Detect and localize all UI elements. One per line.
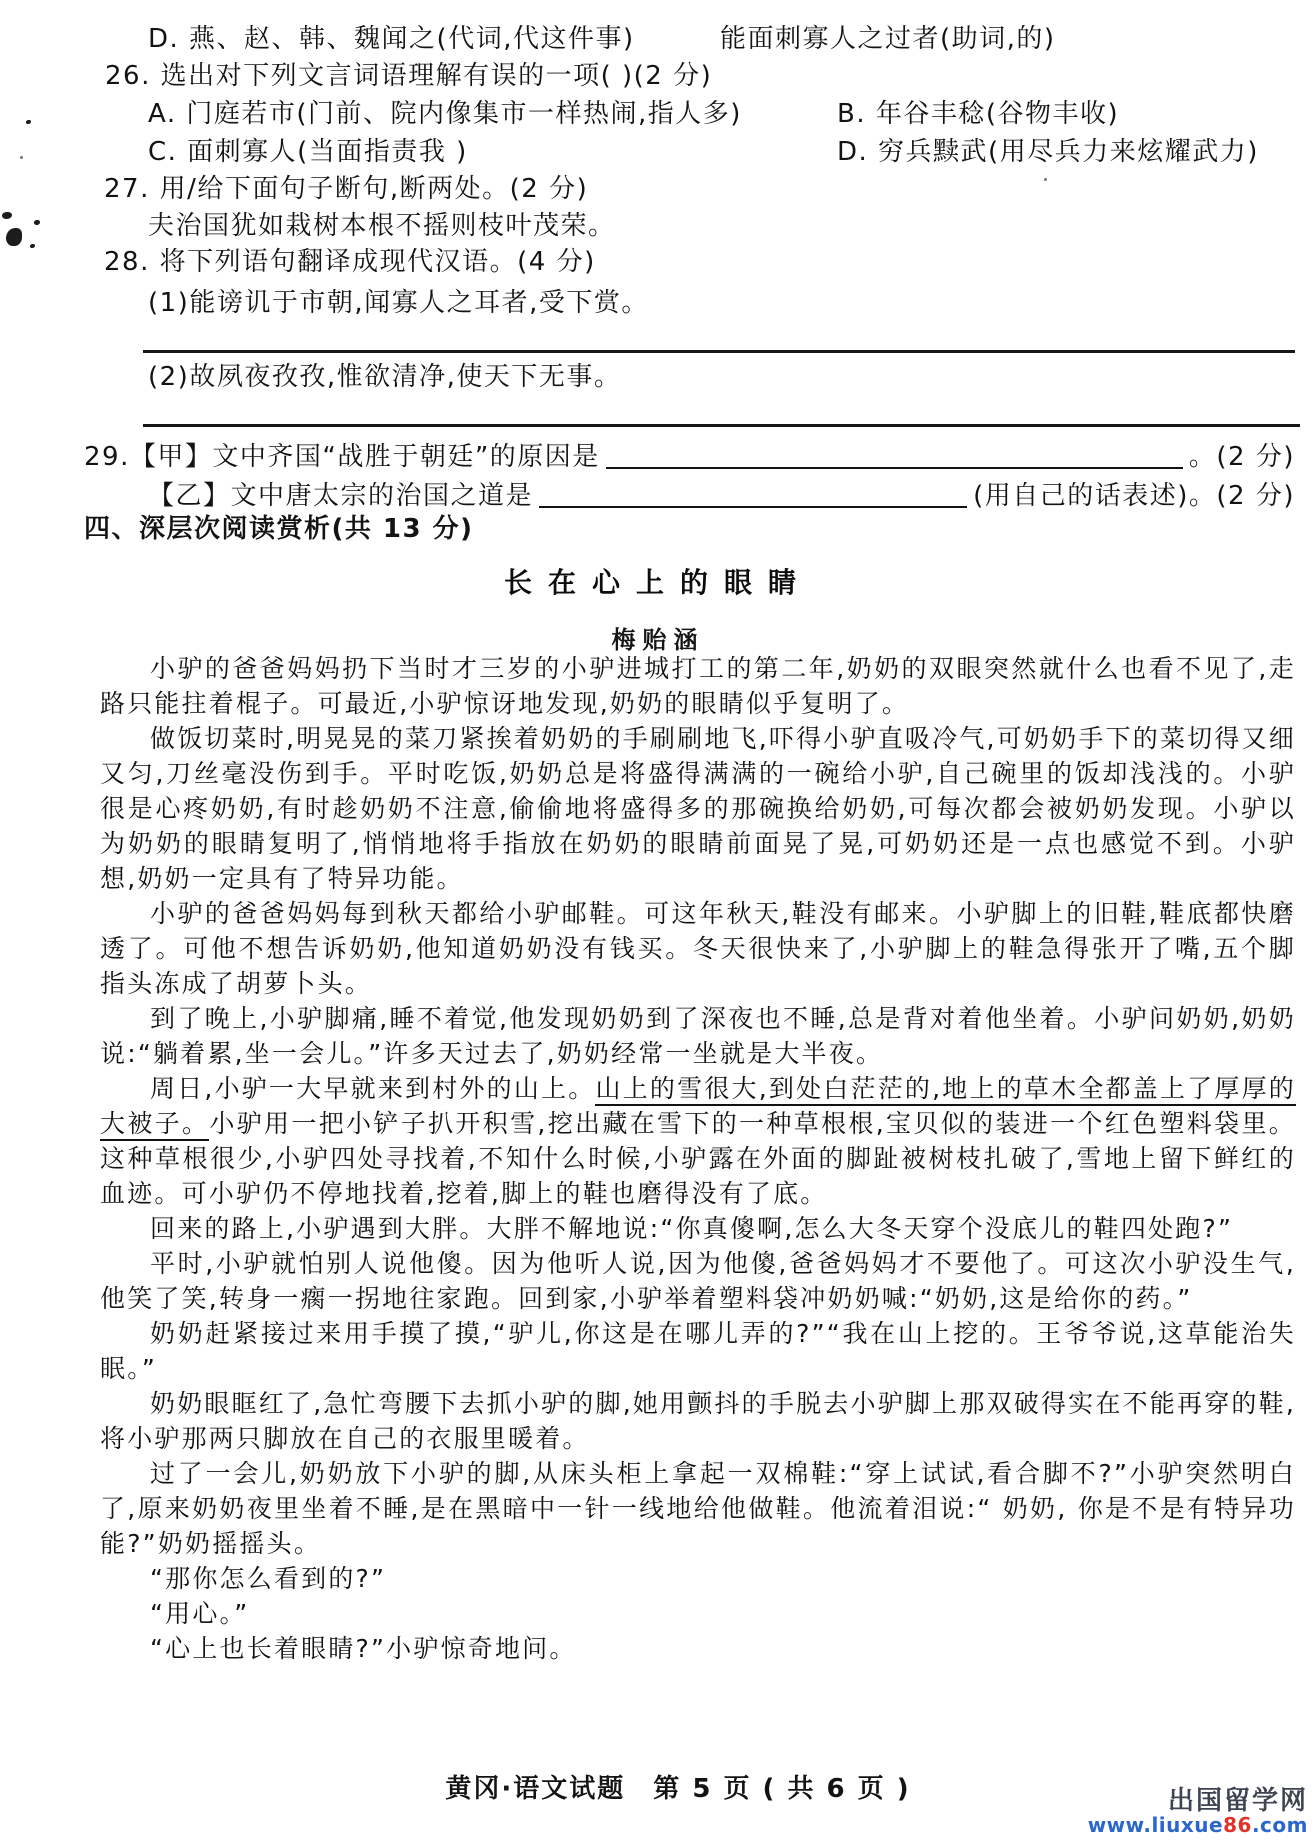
- q29-jia-line: [84, 442, 1295, 472]
- passage-author: 梅贻涵: [611, 626, 705, 654]
- answer-rule-2: [143, 424, 1300, 427]
- q29-yi-suffix: (用自己的话表述)。(2 分): [973, 481, 1295, 511]
- q25-option-d-left: D. 燕、赵、韩、魏闻之(代词,代这件事): [148, 24, 635, 54]
- url-suffix: .com: [1251, 1813, 1308, 1838]
- q26-option-d: D. 穷兵黩武(用尽兵力来炫耀武力): [837, 137, 1259, 167]
- paragraph-text: 小驴用一把小铲子扒开积雪,挖出藏在雪下的一种草根根,宝贝似的装进一个红色塑料袋里。这种草根很少,小驴四处寻找着,不知什么时候,小驴露在外面的脚趾被树枝扎破了,雪地上留下鲜红的血迹。可小驴仍不停地找着,挖着,脚上的鞋也磨得没有了底。: [100, 1109, 1296, 1208]
- passage-paragraph: [100, 1211, 1296, 1246]
- ink-speck: [20, 156, 23, 159]
- ink-speck: [26, 120, 31, 124]
- q29-jia-prefix: 29.【甲】文中齐国“战胜于朝廷”的原因是: [84, 442, 600, 472]
- site-watermark: [1088, 1788, 1308, 1836]
- paragraph-text: 到了晚上,小驴脚痛,睡不着觉,他发现奶奶到了深夜也不睡,总是背对着他坐着。小驴问奶奶,奶奶说:“躺着累,坐一会儿。”许多天过去了,奶奶经常一坐就是大半夜。: [100, 1004, 1296, 1068]
- ink-speck: [2, 212, 12, 219]
- paragraph-text: “用心。”: [150, 1599, 250, 1628]
- passage-paragraph: [100, 721, 1296, 896]
- watermark-site-url: [1088, 1815, 1308, 1836]
- q27-sentence: 夫治国犹如栽树本根不摇则枝叶茂荣。: [148, 211, 616, 241]
- passage-paragraph: [100, 1071, 1296, 1211]
- paragraph-text: 过了一会儿,奶奶放下小驴的脚,从床头柜上拿起一双棉鞋:“穿上试试,看合脚不?”小驴突然明白了,原来奶奶夜里坐着不睡,是在黑暗中一针一线地给他做鞋。他流着泪说:“ 奶奶, 你是不是有特异功能?”奶奶摇摇头。: [100, 1459, 1296, 1558]
- q28-stem: 28. 将下列语句翻译成现代汉语。(4 分): [104, 247, 596, 277]
- paragraph-text: 小驴的爸爸妈妈扔下当时才三岁的小驴进城打工的第二年,奶奶的双眼突然就什么也看不见了,走路只能拄着棍子。可最近,小驴惊讶地发现,奶奶的眼睛似乎复明了。: [100, 654, 1296, 718]
- q26-option-a: A. 门庭若市(门前、院内像集市一样热闹,指人多): [148, 99, 742, 129]
- passage-body: [100, 651, 1296, 1666]
- paragraph-text: “心上也长着眼睛?”小驴惊奇地问。: [150, 1634, 577, 1663]
- q26-stem: 26. 选出对下列文言词语理解有误的一项( )(2 分): [105, 61, 713, 91]
- answer-blank: [606, 443, 1183, 469]
- passage-paragraph: [100, 1386, 1296, 1456]
- q28-sub2: (2)故夙夜孜孜,惟欲清净,使天下无事。: [148, 362, 622, 392]
- q26-option-c: C. 面刺寡人(当面指责我 ): [148, 137, 468, 167]
- passage-paragraph: [100, 1316, 1296, 1386]
- paragraph-text: “那你怎么看到的?”: [150, 1564, 387, 1593]
- url-number: 86: [1223, 1813, 1252, 1838]
- page-footer: 黄冈·语文试题 第 5 页 ( 共 6 页 ): [445, 1774, 911, 1804]
- underlined-sentence: 山上的雪很大,到处白茫茫的,地上的草木全都盖上了厚厚的大被子。: [100, 1074, 1296, 1141]
- ink-speck: [34, 220, 40, 225]
- q27-stem: 27. 用/给下面句子断句,断两处。(2 分): [104, 174, 589, 204]
- paragraph-text: 平时,小驴就怕别人说他傻。因为他听人说,因为他傻,爸爸妈妈才不要他了。可这次小驴没生气,他笑了笑,转身一瘸一拐地往家跑。回到家,小驴举着塑料袋冲奶奶喊:“奶奶,这是给你的药。”: [100, 1249, 1296, 1313]
- passage-paragraph: [100, 1596, 1296, 1631]
- paragraph-text: 周日,小驴一大早就来到村外的山上。: [150, 1074, 596, 1103]
- passage-paragraph: [100, 1631, 1296, 1666]
- passage-title: 长在心上的眼睛: [503, 566, 812, 599]
- paragraph-text: 做饭切菜时,明晃晃的菜刀紧挨着奶奶的手刷刷地飞,吓得小驴直吸冷气,可奶奶手下的菜切得又细又匀,刀丝毫没伤到手。平时吃饭,奶奶总是将盛得满满的一碗给小驴,自己碗里的饭却浅浅的。小驴很是心疼奶奶,有时趁奶奶不注意,偷偷地将盛得多的那碗换给奶奶,可每次都会被奶奶发现。小驴以为奶奶的眼睛复明了,悄悄地将手指放在奶奶的眼睛前面晃了晃,可奶奶还是一点也感觉不到。小驴想,奶奶一定具有了特异功能。: [100, 724, 1296, 893]
- paragraph-text: 奶奶赶紧接过来用手摸了摸,“驴儿,你这是在哪儿弄的?”“我在山上挖的。王爷爷说,这草能治失眠。”: [100, 1319, 1296, 1383]
- q29-yi-line: [148, 481, 1295, 511]
- ink-speck: [6, 228, 22, 246]
- answer-rule-1: [143, 350, 1295, 353]
- watermark-site-name: 出国留学网: [1167, 1786, 1308, 1816]
- passage-paragraph: [100, 896, 1296, 1001]
- ink-speck: [1044, 178, 1047, 181]
- q29-yi-prefix: 【乙】文中唐太宗的治国之道是: [148, 481, 534, 511]
- passage-paragraph: [100, 1561, 1296, 1596]
- passage-paragraph: [100, 651, 1296, 721]
- paragraph-text: 回来的路上,小驴遇到大胖。大胖不解地说:“你真傻啊,怎么大冬天穿个没底儿的鞋四处跑?”: [150, 1214, 1234, 1243]
- url-prefix: www.liuxue: [1087, 1813, 1224, 1838]
- q25-option-d-right: 能面刺寡人之过者(助词,的): [720, 24, 1056, 54]
- q29-jia-suffix: 。(2 分): [1188, 442, 1295, 472]
- q26-option-b: B. 年谷丰稔(谷物丰收): [837, 99, 1120, 129]
- paragraph-text: 小驴的爸爸妈妈每到秋天都给小驴邮鞋。可这年秋天,鞋没有邮来。小驴脚上的旧鞋,鞋底都快磨透了。可他不想告诉奶奶,他知道奶奶没有钱买。冬天很快来了,小驴脚上的鞋急得张开了嘴,五个脚指头冻成了胡萝卜头。: [100, 899, 1296, 998]
- passage-paragraph: [100, 1456, 1296, 1561]
- passage-paragraph: [100, 1246, 1296, 1316]
- q28-sub1: (1)能谤讥于市朝,闻寡人之耳者,受下赏。: [148, 288, 649, 318]
- section4-heading: 四、深层次阅读赏析(共 13 分): [84, 514, 474, 544]
- paragraph-text: 奶奶眼眶红了,急忙弯腰下去抓小驴的脚,她用颤抖的手脱去小驴脚上那双破得实在不能再穿的鞋,将小驴那两只脚放在自己的衣服里暖着。: [100, 1389, 1296, 1453]
- answer-blank: [539, 482, 967, 508]
- passage-paragraph: [100, 1001, 1296, 1071]
- ink-speck: [30, 244, 35, 248]
